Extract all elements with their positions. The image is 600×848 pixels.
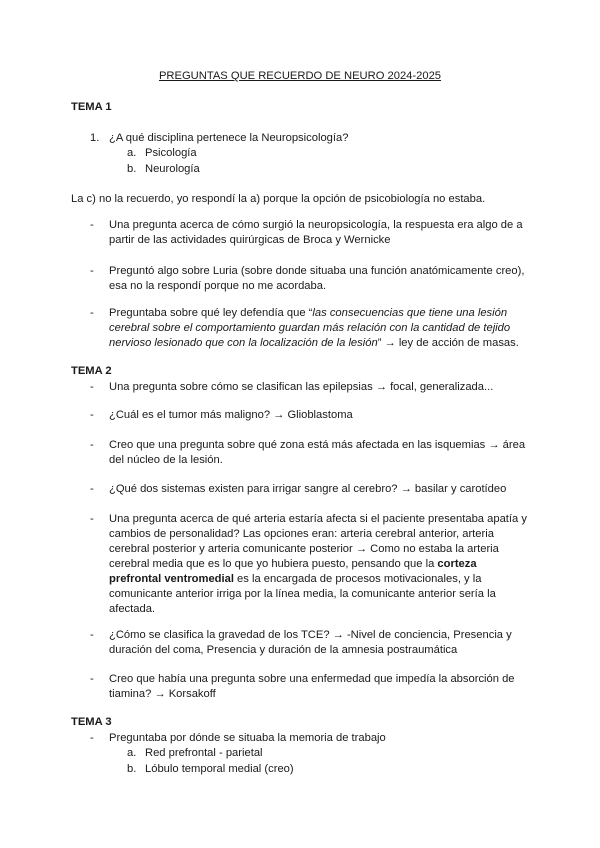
option-letter: b.: [127, 763, 137, 775]
list-item-text: Preguntaba por dónde se situaba la memoria de trabajo: [109, 732, 386, 744]
tema-2-heading: TEMA 2: [71, 365, 112, 377]
bullet: -: [90, 732, 94, 744]
tema-3-heading: TEMA 3: [71, 716, 112, 728]
list-item-text: ¿Cuál es el tumor más maligno? → Glioblastoma: [109, 409, 353, 421]
bullet: -: [90, 673, 94, 685]
list-item-text: Preguntaba sobre qué ley defendía que “las consecuencias que tiene una lesión cerebral sobre el comportamiento guardan más relación con la cantidad de tejido nervioso lesionado que con la localización de la lesión” → ley de acción de masas.: [109, 307, 519, 349]
bullet: -: [90, 513, 94, 525]
list-item-text: ¿Cómo se clasifica la gravedad de los TCE? → -Nivel de conciencia, Presencia y duración del coma, Presencia y duración de la amnesia postraumática: [109, 629, 512, 656]
bullet: -: [90, 265, 94, 277]
list-item-text: Una pregunta acerca de cómo surgió la neuropsicología, la respuesta era algo de a partir de las actividades quirúrgicas de Broca y Wernicke: [109, 219, 523, 246]
list-item-text: Creo que una pregunta sobre qué zona está más afectada en las isquemias → área del núcleo de la lesión.: [109, 439, 526, 466]
question-text: ¿A qué disciplina pertenece la Neuropsicología?: [109, 132, 349, 144]
option-text: Lóbulo temporal medial (creo): [145, 763, 294, 775]
bullet: -: [90, 439, 94, 451]
option-text: Red prefrontal - parietal: [145, 747, 263, 759]
note-paragraph: La c) no la recuerdo, yo respondí la a) porque la opción de psicobiología no estaba.: [71, 193, 486, 205]
option-letter: a.: [127, 747, 137, 759]
tema-1-heading: TEMA 1: [71, 101, 112, 113]
italic-quote: las consecuencias que tiene una lesión cerebral sobre el comportamiento guardan más relación con la cantidad de tejido nervioso lesionado que con la localización de la lesión: [109, 307, 511, 349]
bold-term: corteza prefrontal ventromedial: [109, 558, 477, 585]
bullet: -: [90, 629, 94, 641]
option-text: Neurología: [145, 163, 200, 175]
document-title: PREGUNTAS QUE RECUERDO DE NEURO 2024-2025: [158, 70, 442, 82]
list-item-text: Creo que había una pregunta sobre una enfermedad que impedía la absorción de tiamina? → Korsakoff: [109, 673, 515, 700]
list-item-text: Preguntó algo sobre Luria (sobre donde situaba una función anatómicamente creo), esa no la respondí porque no me acordaba.: [109, 265, 525, 292]
list-item-text: ¿Qué dos sistemas existen para irrigar sangre al cerebro? → basilar y carotídeo: [109, 483, 507, 495]
option-text: Psicología: [145, 147, 197, 159]
bullet: -: [90, 381, 94, 393]
list-item-text: Una pregunta acerca de qué arteria estaría afecta si el paciente presentaba apatía y cambios de personalidad? Las opciones eran: arteria cerebral anterior, arteria cerebral posterior y arteria comunicante posterior → Como no estaba la arteria cerebral media que es lo que yo hubiera puesto, pensando que la corteza prefrontal ventromedial es la encargada de procesos motivacionales, y la comunicante anterior irriga por la línea media, la comunicante anterior sería la afectada.: [109, 513, 527, 615]
question-number: 1.: [90, 132, 100, 144]
bullet: -: [90, 219, 94, 231]
list-item-text: Una pregunta sobre cómo se clasifican las epilepsias → focal, generalizada...: [109, 381, 494, 393]
bullet: -: [90, 409, 94, 421]
option-letter: b.: [127, 163, 137, 175]
bullet: -: [90, 307, 94, 319]
option-letter: a.: [127, 147, 137, 159]
bullet: -: [90, 483, 94, 495]
